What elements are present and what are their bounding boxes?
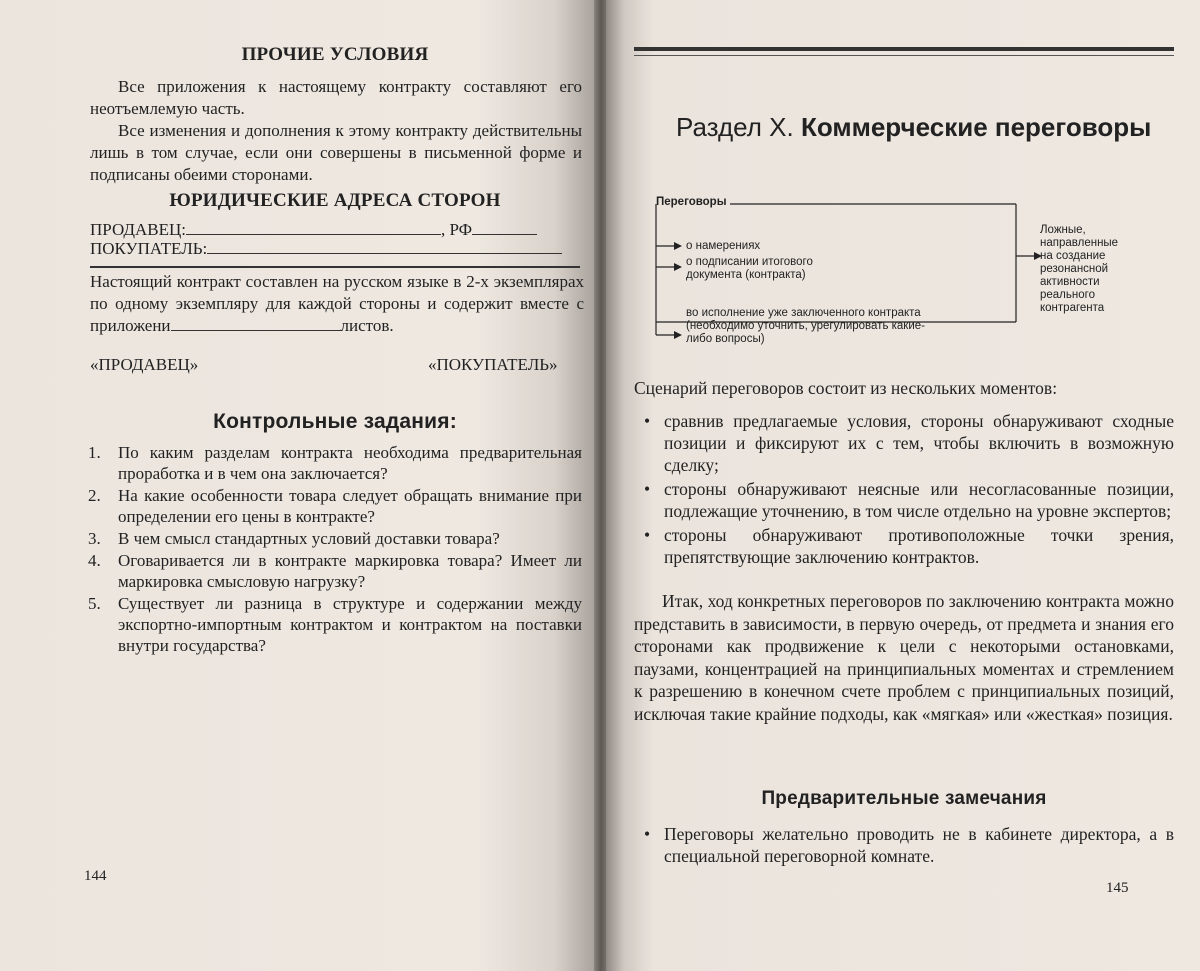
scenario-item-text: стороны обнаруживают неясные или несогласованные позиции, подлежащие уточнению, в том числе отдельно на уровне экспертов; (664, 479, 1174, 521)
section-title-text: Коммерческие переговоры (800, 112, 1152, 142)
diagram-branch-intentions: о намерениях (686, 240, 761, 252)
task-number: 2. (88, 486, 101, 505)
scenario-intro: Сценарий переговоров состоит из нескольких моментов: (634, 378, 1058, 398)
buyer-blank (207, 253, 562, 254)
remarks-item (634, 823, 1174, 867)
scenario-item (634, 478, 1174, 522)
header-rule-thick (634, 47, 1174, 51)
language-clause (90, 271, 584, 337)
remarks-heading: Предварительные замечания (761, 788, 1047, 809)
task-number: 1. (88, 443, 101, 462)
task-number: 5. (88, 594, 101, 613)
task-item (88, 442, 582, 484)
task-text: По каким разделам контракта необходима предварительная проработка и в чем она заключается? (118, 443, 582, 483)
bullet-icon: • (644, 824, 651, 844)
summary-paragraph: Итак, ход конкретных переговоров по заключению контракта можно представить в зависимости, в первую очередь, от предмета и знания его сторонами как продвижение к цели с некоторыми остановками, паузами, концентрацией на принципиальных моментах и стремлением к разрешению в конечном счете проблем с принципиальных позиций, исключая такие крайние подходы, как «мягкая» или «жесткая» позиция. (634, 591, 1174, 724)
page-number-right: 145 (1106, 880, 1129, 896)
task-text: Существует ли разница в структуре и содержании между экспортно-импортным контрактом и контрактом на поставки внутри государства? (118, 594, 582, 655)
bullet-icon: • (644, 411, 651, 431)
scenario-list (634, 410, 1174, 570)
buyer-address-line (90, 238, 585, 260)
sheets-blank (171, 330, 341, 331)
left-page (0, 0, 596, 971)
seller-blank-2 (472, 234, 537, 235)
diagram-branch-signing-text: о подписании итогового документа (контракта) (686, 256, 813, 281)
diagram-side-note: Ложные, направленные на создание резонансной активности реального контрагента (1040, 224, 1119, 314)
buyer-label: ПОКУПАТЕЛЬ: (90, 239, 208, 258)
task-item (88, 550, 582, 592)
address-divider (90, 266, 580, 268)
paragraph-annexes: Все приложения к настоящему контракту составляют его неотъемлемую часть. (90, 77, 582, 118)
task-number: 4. (88, 551, 101, 570)
tasks-heading: Контрольные задания: (213, 410, 457, 433)
task-text: Оговаривается ли в контракте маркировка товара? Имеет ли маркировка смысловую нагрузку? (118, 551, 582, 591)
language-clause-text: Настоящий контракт составлен на русском языке в 2-х экземплярах по одному экземпляру для каждой стороны и содержит вместе с приложени (90, 272, 584, 335)
task-item (88, 485, 582, 527)
right-page (606, 0, 1200, 971)
scenario-item (634, 524, 1174, 568)
seller-country: , РФ (440, 220, 473, 239)
addresses-heading: ЮРИДИЧЕСКИЕ АДРЕСА СТОРОН (169, 190, 501, 211)
bullet-icon: • (644, 479, 651, 499)
task-text: В чем смысл стандартных условий доставки товара? (118, 529, 500, 548)
seller-blank (186, 234, 441, 235)
scenario-item (634, 410, 1174, 476)
section-title (676, 112, 1151, 143)
other-terms-heading: ПРОЧИЕ УСЛОВИЯ (241, 44, 429, 65)
buyer-signature-label: «ПОКУПАТЕЛЬ» (428, 355, 558, 374)
remarks-item-text: Переговоры желательно проводить не в кабинете директора, а в специальной переговорной комнате. (664, 824, 1174, 866)
paragraph-amendments: Все изменения и дополнения к этому контракту действительны лишь в том случае, если они совершены в письменной форме и подписаны обеими сторонами. (90, 121, 582, 184)
diagram-branch-signing (686, 248, 856, 282)
task-text: На какие особенности товара следует обращать внимание при определении его цены в контракте? (118, 486, 582, 526)
tasks-list (88, 442, 582, 657)
page-number-left: 144 (84, 868, 107, 884)
scenario-item-text: сравнив предлагаемые условия, стороны обнаруживают сходные позиции и фиксируют их с тем, чтобы включить в возможную сделку; (664, 411, 1174, 475)
header-rule-thin (634, 55, 1174, 56)
bullet-icon: • (644, 525, 651, 545)
task-number: 3. (88, 529, 101, 548)
remarks-list (634, 823, 1174, 869)
task-item (88, 593, 582, 656)
section-prefix: Раздел X. (676, 112, 801, 142)
task-item (88, 528, 582, 549)
arrow-icon (674, 331, 682, 339)
seller-label: ПРОДАВЕЦ: (90, 220, 186, 239)
seller-signature-label: «ПРОДАВЕЦ» (90, 355, 199, 374)
language-clause-end: листов. (340, 316, 394, 335)
scenario-item-text: стороны обнаруживают противоположные точки зрения, препятствующие заключению контрактов. (664, 525, 1174, 567)
arrow-icon (674, 263, 682, 271)
negotiations-diagram (606, 190, 1200, 360)
diagram-branch-execution: во исполнение уже заключенного контракта (необходимо уточнить, урегулировать какие-либо вопросы) (686, 307, 925, 345)
arrow-icon (674, 242, 682, 250)
diagram-root: Переговоры (656, 196, 727, 208)
